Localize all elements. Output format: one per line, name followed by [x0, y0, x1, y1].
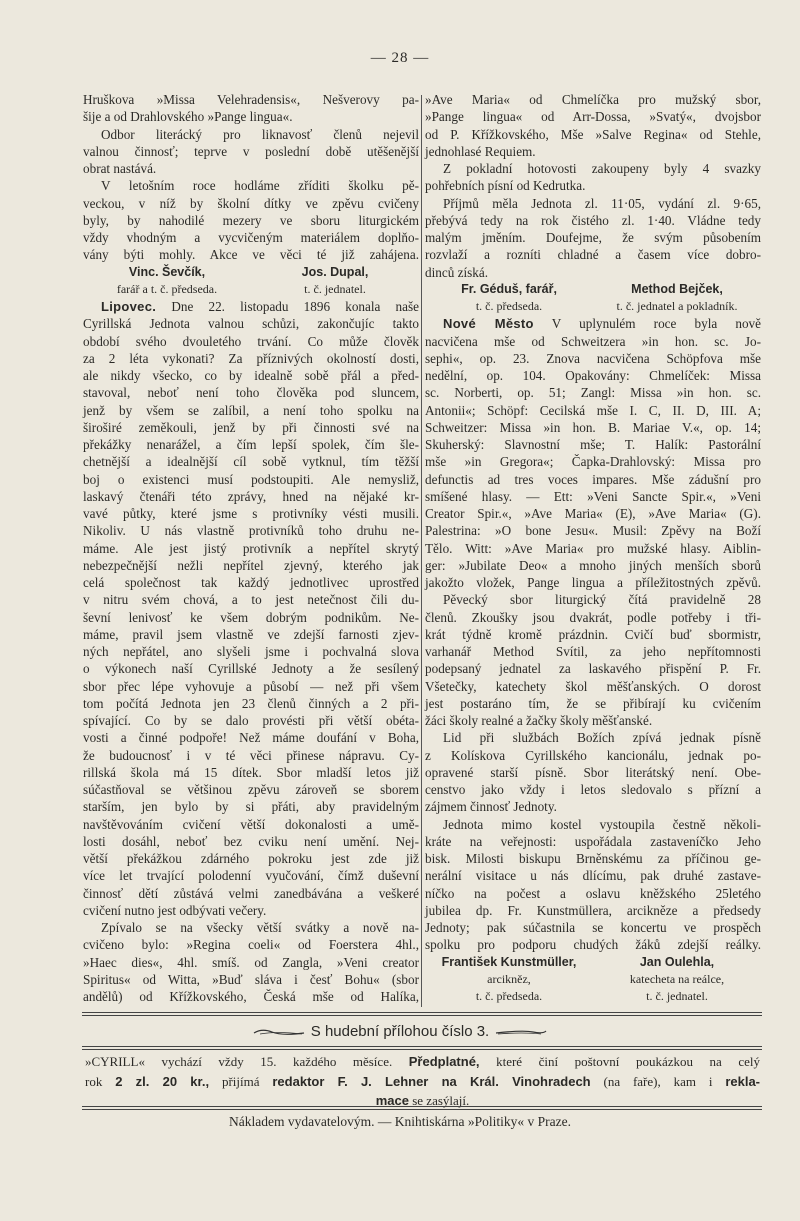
- text-line: »Ave Maria« od Chmelíčka pro mužský sbor,: [425, 92, 761, 107]
- text-line: větší překážkou zdárného pokroku jest zde již: [83, 851, 419, 866]
- text-line: Creator Spir.«, »Ave Maria« (E), »Ave Maria« (G).: [425, 506, 761, 521]
- text-line: jenž by všem se zalíbil, a není toho spolku na: [83, 402, 419, 418]
- signature-text: Vinc. Ševčík,: [128, 264, 206, 279]
- text-line: v nitru svém chová, a to jest netečnost čili du-: [83, 592, 419, 608]
- notice-bold: Předplatné,: [408, 1054, 480, 1069]
- text-line: široširé zeměkouli, jenž by při činnosti své na: [83, 419, 419, 435]
- signature-line: [83, 281, 419, 298]
- ornament-left-icon: [252, 1028, 307, 1036]
- signature-text: Method Bejček,: [631, 281, 723, 296]
- text-line: mše »in Gregora«; Čapka-Drahlovský: Missa pro: [425, 454, 761, 470]
- signature-text: František Kunstmüller,: [441, 954, 577, 969]
- notice-bold: redaktor F. J. Lehner na Král. Vinohradech: [272, 1073, 591, 1089]
- text-line: obrat nastává.: [83, 161, 157, 176]
- text-line: navštěvováním cvičení větší dokonalosti a umě-: [83, 816, 419, 832]
- signature-line: [425, 988, 761, 1005]
- text-line: Lipovec. Dne 22. listopadu 1896 konala naše: [101, 299, 419, 314]
- text-line: cvičení nutno jest odbývati večery.: [83, 902, 267, 918]
- text-line: šije a od Drahlovského »Pange lingua«.: [83, 109, 293, 125]
- text-line: losti dosáhl, neboť bez cviku není umění. Nej-: [83, 833, 419, 849]
- signature-text: arcikněz,: [487, 971, 531, 986]
- signature-text: Fr. Géduš, farář,: [461, 281, 557, 296]
- text-line: vány býti mohly. Akce ve věci té již zahájena.: [83, 247, 419, 263]
- text-line: máme. Ale jest jistý protivník a nepřítel skrytý: [83, 540, 419, 556]
- notice-line: [85, 1072, 760, 1092]
- text-line: Hruškova »Missa Velehradensis«, Nešverovy pa-: [83, 92, 419, 107]
- signature-text: Jos. Dupal,: [301, 264, 369, 279]
- notice-text: přijímá: [209, 1073, 273, 1089]
- text-line: nacvičena mše od Schweitzera »in hon. sc. Jo-: [425, 333, 761, 349]
- notice-bold: 2 zl. 20 kr.,: [115, 1073, 210, 1089]
- text-line: Jednoty; pak súčastnila se koncertu ve prospěch: [425, 920, 761, 935]
- notice-text: které činí poštovní poukázkou na celý: [479, 1054, 760, 1069]
- notice-line: [85, 1052, 760, 1072]
- notice-bold: rekla-: [725, 1073, 761, 1089]
- printer-footer: Nákladem vydavatelovým. — Knihtiskárna »Politiky« v Praze.: [229, 1114, 571, 1129]
- text-line: byly, by nahodilé mezery ve sboru liturgickém: [83, 212, 419, 228]
- text-line: dinců získá.: [425, 264, 488, 280]
- text-line: kráte na veřejnosti: uspořádala zastaveníčko Jeho: [425, 833, 761, 849]
- text-line: jednohlasé Requiem.: [425, 143, 536, 159]
- text-line: »Haec dies«, 4hl. smíš. od Zangla, »Veni creator: [83, 954, 419, 970]
- text-line: sbor přec lépe vyhovuje a působí — než při všem: [83, 678, 419, 694]
- text-line: smíšené hlasy. — Ett: »Veni Sancte Spir.«, »Veni: [425, 488, 761, 504]
- text-line: sc. Norberti, op. 51; Zangl: Missa »in hon. sc.: [425, 385, 761, 401]
- text-line: valnou činnosť; teprve v poslední době utěšenější: [83, 143, 419, 159]
- text-line: spívající. Co by se dalo provésti při větší obéta-: [83, 713, 419, 728]
- text-line: Příjmů měla Jednota zl. 11·05, vydání zl. 9·65,: [443, 195, 761, 211]
- signature-line: [425, 281, 761, 298]
- place-heading: Lipovec.: [101, 299, 157, 314]
- text-line: podepsaný jednatel za laskavého přispění P. Fr.: [425, 661, 761, 677]
- left-column: [83, 91, 419, 1005]
- signature-text: katecheta na reálce,: [629, 971, 725, 986]
- text-line: období svého dvouletého trvání. Co může člověk: [83, 333, 419, 349]
- text-line: ných nepřátel, ano slyšeli jsme i pochvalná slova: [83, 644, 419, 659]
- text-line: Z pokladní hotovosti zakoupeny byly 4 svazky: [443, 161, 761, 176]
- text-line: defunctis ad tres voces impares. Mše zádušní pro: [425, 471, 761, 487]
- text-line: ale nikdy všecko, co by idealně sobě přál a před-: [83, 368, 419, 383]
- text-line: že budoucnosť i v té věci přinese nápravu. Cy-: [83, 747, 419, 763]
- text-line: Pěvecký sbor liturgický čítá pravidelně 28: [443, 592, 761, 608]
- text-line: Všetečky, katechety škol měšťanských. O dorost: [425, 678, 761, 694]
- signature-text: t. č. jednatel a pokladník.: [616, 299, 738, 313]
- rule-top: [82, 1012, 762, 1016]
- text-line: starším, jen bylo by si přáti, aby pravidelným: [83, 799, 419, 815]
- text-line: překážky nenarážel, a čím lepší spolek, čím šle-: [83, 437, 419, 452]
- text-line: tom počítá Jednota jen 23 členů činných a 2 při-: [83, 695, 419, 711]
- text-line: pohřebních písní od Kedrutka.: [425, 178, 586, 194]
- text-line: vavé půtky, které jsme s protivníky vésti musili.: [83, 506, 419, 521]
- notice-text: rok: [85, 1073, 116, 1089]
- text-line: censtvo jako vždy i letos sledovalo s přízní a: [425, 782, 761, 797]
- text-line: níčko na počest a oslavu kněžského 25letého: [425, 885, 761, 901]
- text-line: cvičeno bylo: »Regina coeli« od Foerstera 4hl.,: [83, 937, 419, 953]
- rule-bottom: [82, 1106, 762, 1110]
- text-line: žáci školy realné a žačky školy měšťanské.: [425, 713, 653, 728]
- text-line: rillská škola má 15 dítek. Sbor mladší letos již: [83, 764, 419, 780]
- notice-text: (na faře), kam i: [590, 1073, 726, 1089]
- text-line: krát týdně kromě prázdnin. Cvičí buď sbormistr,: [425, 626, 761, 642]
- notice-text: »CYRILL« vychází vždy 15. každého měsíce.: [85, 1054, 409, 1069]
- text-line: Odbor literácký pro liknavosť členů nejevil: [101, 126, 419, 142]
- text-line: o výkonech naší Cyrillské Jednoty a že sesílený: [83, 661, 419, 677]
- text-line: Palestrina: »O bone Jesu«. Musil: Zpěvy na Boží: [425, 523, 761, 539]
- text-line: súčastňoval se většinou zpěvu zároveň se sborem: [83, 782, 419, 797]
- text-line: sephi«, op. 23. Znova nacvičena Schöpfova mše: [425, 350, 761, 366]
- text-line: »Pange lingua« od Arr-Dossa, »Svatý«, dvojsbor: [425, 109, 761, 125]
- text-line: bisk. Milosti biskupu Brněnskému za příčinou ge-: [425, 851, 761, 866]
- text-line: více let trvající polodenní vyučování, čímž duševní: [83, 868, 419, 884]
- notice-bold: mace: [375, 1093, 409, 1108]
- signature-text: Jan Oulehla,: [639, 954, 715, 969]
- text-line: stavoval, neboť není toho člověka pod sluncem,: [83, 385, 419, 401]
- subscription-notice: [85, 1052, 760, 1111]
- place-heading: Nové Město: [443, 316, 534, 332]
- page-number: — 28 —: [370, 50, 430, 66]
- text-line: Cyrillská Jednota valnou schůzi, zakončujíc takto: [83, 316, 419, 332]
- text-line: laskavý čtenáři této zprávy, hned na nějaké kr-: [83, 488, 419, 504]
- signature-line: [425, 971, 761, 988]
- text-line: Antonii«; Schöpf: Cecilská mše I. C, II. D, III. A;: [425, 402, 761, 418]
- text-line: andělů) od Křížkovského, Česká mše od Halíka,: [83, 989, 419, 1004]
- text-line: vosti a činné podpoře! Než máme doufání v Boha,: [83, 730, 419, 746]
- signature-line: [425, 298, 761, 315]
- text-line: varhanář Method Svítil, za jeho nepřítomnosti: [425, 644, 761, 659]
- notice-text: se zasýlají.: [408, 1093, 470, 1108]
- text-line: Nové Město V uplynulém roce byla nově: [443, 316, 761, 332]
- text-line: Jednota mimo kostel vystoupila čestně několi-: [443, 816, 761, 832]
- text-line: členů. Zkoušky jsou dvakrát, podle potřeby i tři-: [425, 609, 761, 625]
- text-line: přebývá tedy na rok čistého zl. 1·40. Vládne tedy: [425, 212, 761, 228]
- signature-text: t. č. předseda.: [475, 989, 543, 1003]
- text-line: od P. Křížkovského, Mše »Salve Regina« od Stehle,: [425, 126, 761, 142]
- text-line: rozvlaží a rozníti chladné a časem více dobro-: [425, 247, 761, 263]
- text-line: boj o existenci musí podstoupiti. Ale nemysliž,: [83, 471, 419, 487]
- text-line: celá společnost tak každý jednotlivec uprostřed: [83, 575, 419, 590]
- text-line: jest postaráno tím, že se přibírají ku cvičením: [425, 695, 761, 711]
- text-line: máme, pravil jsem vlastně ve zdejší farnosti zjev-: [83, 626, 419, 642]
- text-line: Skuherský: Slavnostní mše; T. Halík: Pastorální: [425, 437, 761, 452]
- text-line: nebezpečnější nežli nepřítel zjevný, kterého jak: [83, 557, 419, 573]
- text-line: zájmem činnosť Jednoty.: [425, 799, 557, 815]
- text-line: Spiritus« od Witta, »Buď sláva i česť Bohu« (sbor: [83, 971, 419, 987]
- signature-text: t. č. jednatel.: [646, 989, 708, 1003]
- text-line: nedělní, op. 104. Opakovány: Chmelíček: Missa: [425, 368, 761, 383]
- text-line: chetnější a idealnější cíl sobě vytknul, tím těžší: [83, 454, 419, 470]
- text-line: Nikoliv. U nás vlastně protivníků toho druhu ne-: [83, 523, 419, 539]
- text-line: ševní lenivosť ke všem dobrým podnikům. Ne-: [83, 609, 419, 625]
- text-line: veckou, v níž by školní dítky ve zpěvu cvičeny: [83, 195, 419, 211]
- text-line: jakožto vložek, Pange lingua a příležitostných zpěvů.: [425, 575, 761, 590]
- text-line: opravené starší písně. Sbor literátský není. Obe-: [425, 764, 761, 780]
- text-line: Tělo. Witt: »Ave Maria« pro mužské hlasy. Aiblin-: [425, 540, 761, 556]
- text-line: V letošním roce hodláme zříditi školku pě-: [101, 178, 419, 194]
- rule-middle: [82, 1046, 762, 1050]
- signature-text: t. č. jednatel.: [304, 281, 366, 296]
- ornament-right-icon: [493, 1028, 548, 1036]
- text-line: jubilea dp. Fr. Kunstmüllera, arcikněze a předsedy: [425, 902, 761, 918]
- signature-text: t. č. předseda.: [475, 299, 543, 313]
- supplement-text: S hudební přílohou číslo 3.: [310, 1023, 490, 1040]
- signature-line: [425, 954, 761, 971]
- supplement-heading: [0, 1023, 800, 1040]
- text-line: za 2 léta vykonati? Za příznivých okolností dosti,: [83, 350, 419, 366]
- text-line: Lid při službách Božích zpívá jednak písně: [443, 730, 761, 746]
- signature-line: [83, 264, 419, 281]
- text-line: činnosť dětí zůstává velmi zanedbávána a veškeré: [83, 885, 419, 901]
- text-line: malým jměním. Doufejme, že svým působením: [425, 230, 761, 245]
- signature-text: farář a t. č. předseda.: [116, 281, 218, 296]
- text-line: nerální visitace u nás dlícímu, pak druhé zastave-: [425, 868, 761, 884]
- right-column: [425, 91, 761, 1005]
- text-line: Zpívalo se na všecky větší svátky a nově na-: [101, 920, 419, 935]
- column-divider: [421, 95, 422, 1007]
- text-line: z Kolískova Cyrillského kancionálu, jednak po-: [425, 747, 761, 763]
- text-line: ger: »Jubilate Deo« a mnoho jiných menších sborů: [425, 557, 761, 573]
- text-line: spolku pro podporu chudých žáků zdejší reálky.: [425, 937, 761, 953]
- text-line: Schweitzer: Missa »in hon. B. Mariae V.«, op. 14;: [425, 419, 761, 435]
- text-line: vždy vhodným a vycvičeným materiálem doplňo-: [83, 230, 419, 245]
